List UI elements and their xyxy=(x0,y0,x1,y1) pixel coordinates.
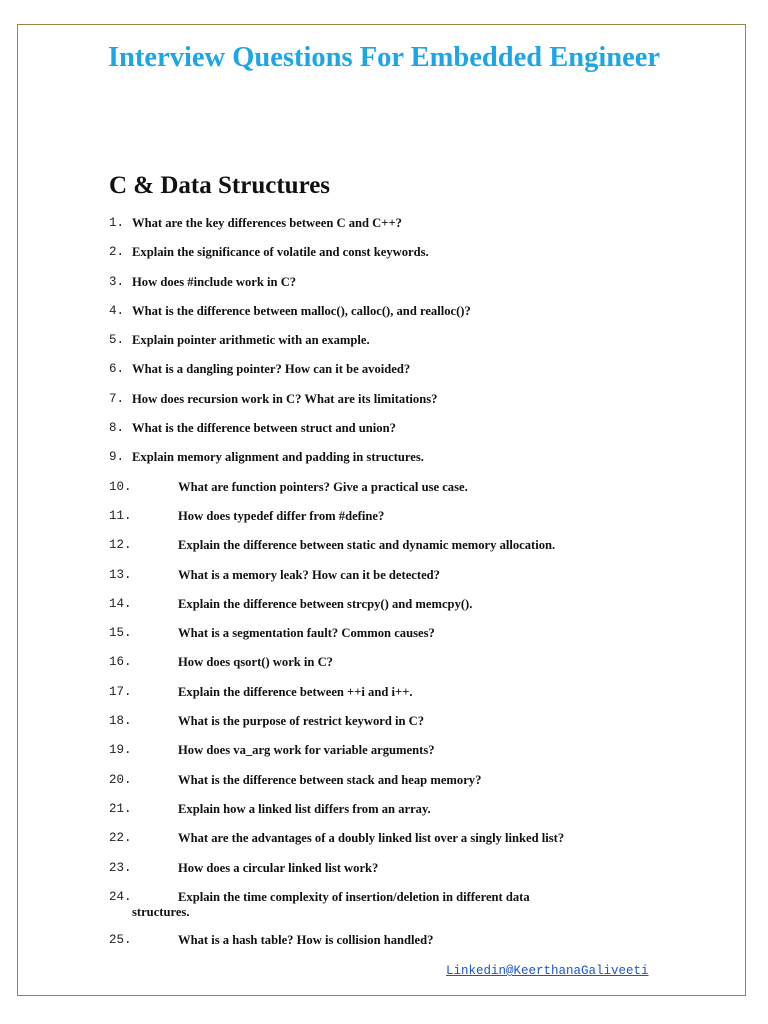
question-number: 4. xyxy=(109,303,125,318)
question-number: 7. xyxy=(109,391,125,406)
question-number: 3. xyxy=(109,274,125,289)
question-number: 17. xyxy=(109,684,132,699)
question-item xyxy=(109,478,709,507)
question-number: 20. xyxy=(109,772,132,787)
question-number: 5. xyxy=(109,333,125,348)
question-item xyxy=(109,931,709,960)
question-item xyxy=(109,712,709,741)
question-number: 16. xyxy=(109,655,132,670)
question-item xyxy=(109,829,709,858)
question-item xyxy=(109,390,709,419)
question-text: What is a dangling pointer? How can it be avoided? xyxy=(132,362,411,377)
question-item xyxy=(109,859,709,888)
question-text: Explain the time complexity of insertion/deletion in different data xyxy=(178,889,530,904)
question-item xyxy=(109,653,709,682)
question-text: How does typedef differ from #define? xyxy=(178,508,385,523)
question-number: 9. xyxy=(109,450,125,465)
question-item xyxy=(109,448,709,477)
question-text: How does va_arg work for variable arguments? xyxy=(178,743,435,758)
question-text: Explain the difference between static and dynamic memory allocation. xyxy=(178,538,556,553)
question-number: 21. xyxy=(109,801,132,816)
question-number: 12. xyxy=(109,538,132,553)
question-item xyxy=(109,771,709,800)
question-text-continuation: structures. xyxy=(132,904,190,919)
question-item xyxy=(109,566,709,595)
question-item xyxy=(109,741,709,770)
question-number: 13. xyxy=(109,567,132,582)
question-text: What is a segmentation fault? Common causes? xyxy=(178,626,435,641)
question-text: How does qsort() work in C? xyxy=(178,655,333,670)
question-text: Explain memory alignment and padding in structures. xyxy=(132,450,424,465)
question-text: What is the purpose of restrict keyword in C? xyxy=(178,714,425,729)
question-item xyxy=(109,595,709,624)
question-number: 10. xyxy=(109,479,132,494)
question-number: 23. xyxy=(109,860,132,875)
question-text: What are function pointers? Give a practical use case. xyxy=(178,479,468,494)
question-text: What is the difference between struct and union? xyxy=(132,421,396,436)
question-item xyxy=(109,888,709,931)
question-number: 8. xyxy=(109,421,125,436)
linkedin-link[interactable]: Linkedin@KeerthanaGaliveeti xyxy=(446,964,649,978)
question-text: What is the difference between stack and heap memory? xyxy=(178,772,482,787)
page-title: Interview Questions For Embedded Engineer xyxy=(107,42,661,73)
question-item xyxy=(109,419,709,448)
question-number: 1. xyxy=(109,216,125,230)
question-number: 2. xyxy=(109,245,125,260)
question-number: 24. xyxy=(109,889,132,904)
question-text: What is the difference between malloc(), calloc(), and realloc()? xyxy=(132,303,471,318)
question-number: 18. xyxy=(109,714,132,729)
question-text: Explain the difference between strcpy() and memcpy(). xyxy=(178,596,473,611)
question-text: How does recursion work in C? What are its limitations? xyxy=(132,391,438,406)
question-item xyxy=(109,214,709,243)
question-item xyxy=(109,273,709,302)
question-number: 19. xyxy=(109,743,132,758)
question-item xyxy=(109,331,709,360)
question-number: 14. xyxy=(109,596,132,611)
question-text: Explain how a linked list differs from an array. xyxy=(178,801,431,816)
section-heading: C & Data Structures xyxy=(109,172,331,199)
question-number: 6. xyxy=(109,362,125,377)
question-item xyxy=(109,800,709,829)
question-item xyxy=(109,360,709,389)
question-item xyxy=(109,302,709,331)
question-list xyxy=(109,214,709,960)
question-text: What is a memory leak? How can it be detected? xyxy=(178,567,440,582)
question-number: 22. xyxy=(109,831,132,846)
question-item xyxy=(109,507,709,536)
question-number: 11. xyxy=(109,508,132,523)
question-item xyxy=(109,243,709,272)
question-text: Explain the difference between ++i and i++. xyxy=(178,684,413,699)
question-text: How does a circular linked list work? xyxy=(178,860,379,875)
question-text: What is a hash table? How is collision handled? xyxy=(178,932,434,947)
question-item xyxy=(109,624,709,653)
question-number: 25. xyxy=(109,932,132,947)
question-number: 15. xyxy=(109,626,132,641)
question-item xyxy=(109,683,709,712)
question-item xyxy=(109,536,709,565)
question-text: Explain pointer arithmetic with an example. xyxy=(132,333,370,348)
question-text: How does #include work in C? xyxy=(132,274,297,289)
question-text: Explain the significance of volatile and const keywords. xyxy=(132,245,429,260)
question-text: What are the key differences between C and C++? xyxy=(132,216,402,230)
question-text: What are the advantages of a doubly linked list over a singly linked list? xyxy=(178,831,565,846)
